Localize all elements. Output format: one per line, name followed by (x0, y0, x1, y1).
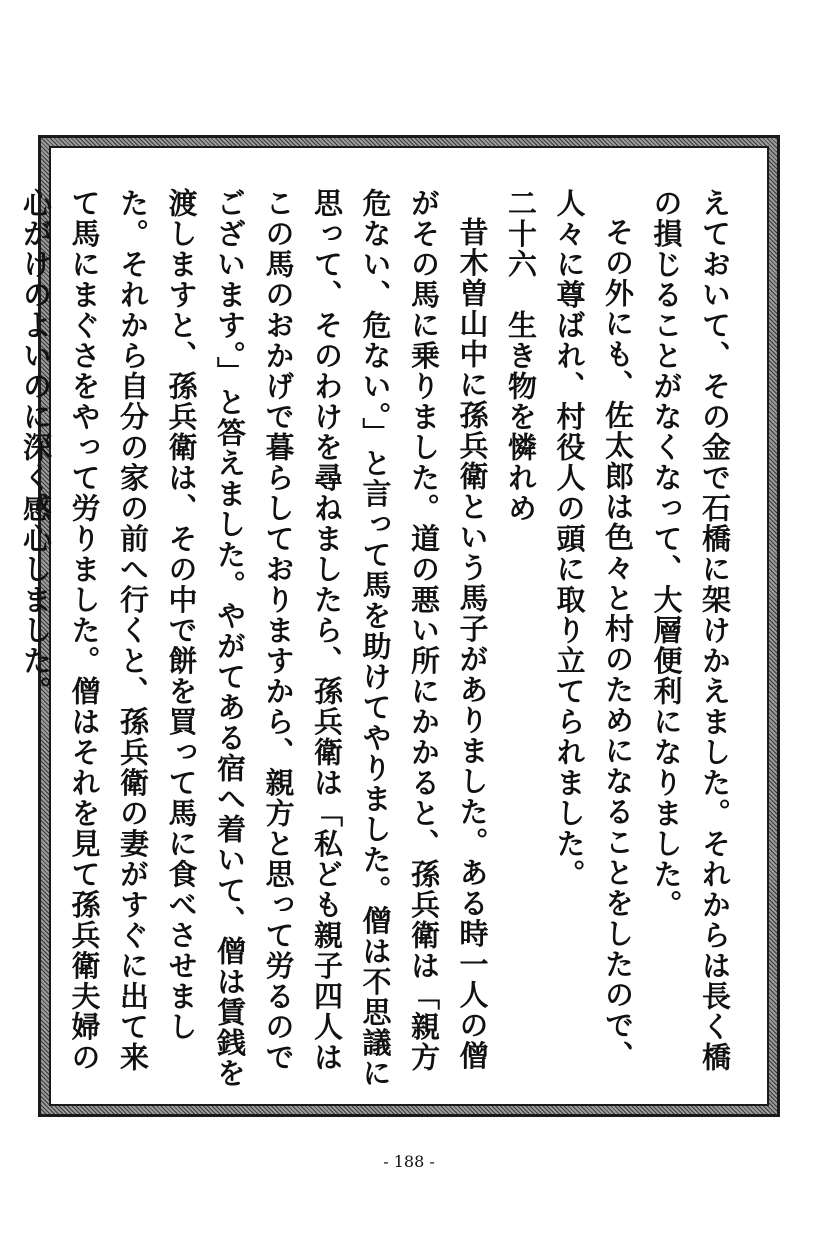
page-number: - 188 - (383, 1152, 435, 1171)
vertical-text-body (19, 188, 739, 1093)
chapter-title: 生き物を憐れめ (504, 310, 538, 524)
chapter-number: 二十六 (504, 188, 538, 280)
decorative-border-frame (19, 135, 780, 1117)
text-panel (19, 146, 769, 1106)
paragraph: 昔木曽山中に孫兵衛という馬子がありました。ある時一人の僧がその馬に乗りました。道の悪い所にかかると、孫兵衛は「親方危ない、危ない。」と言って馬を助けてやりました。僧は不思議に思って、そのわけを尋ねましたら、孫兵衛は「私ども親子四人はこの馬のおかげで暮らしておりますから、親方と思って労るのでございます。」と答えました。やがてある宿へ着いて、僧は賃銭を渡しますと、孫兵衛は、その中で餅を買って馬に食べさせました。それから自分の家の前へ行くと、孫兵衛の妻がすぐに出て来て馬にまぐさをやって労りました。僧はそれを見て孫兵衛夫婦の心がけのよいのに深く感心しました。 (19, 188, 490, 1089)
paragraph-continuation: えておいて、その金で石橋に架けかえました。それからは長く橋の損じることがなくなって、大層便利になりました。 (649, 188, 732, 1073)
chapter-heading (497, 188, 546, 1093)
paragraph: その外にも、佐太郎は色々と村のためになることをしたので、人々に尊ばれ、村役人の頭に取り立てられました。 (552, 188, 635, 1071)
